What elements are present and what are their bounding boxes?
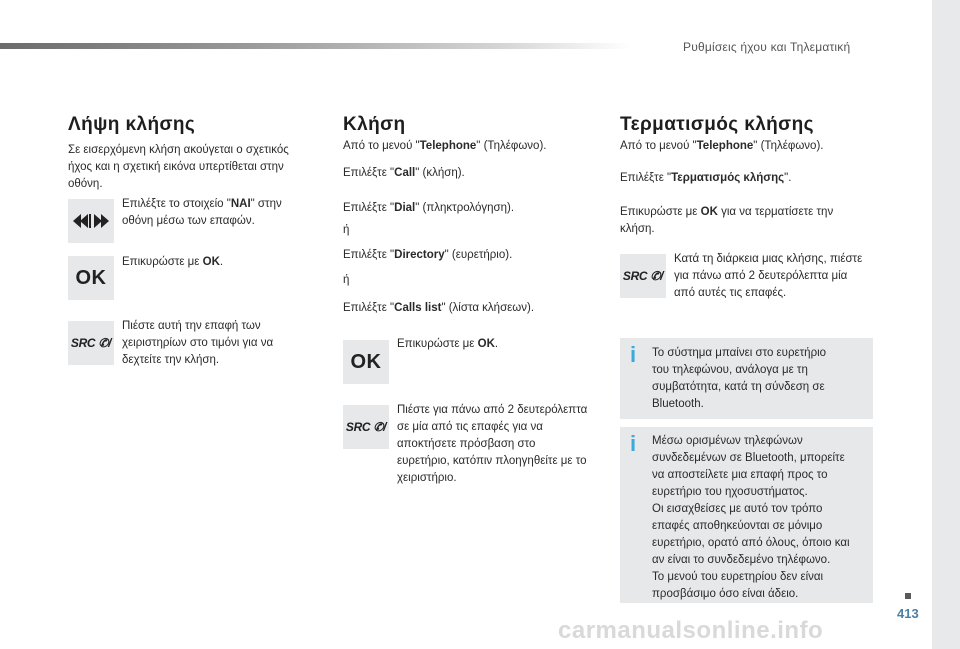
text-line: Bluetooth. (652, 398, 704, 410)
page-marker (905, 593, 911, 599)
right-margin-strip (932, 0, 960, 649)
receive-step-select (122, 196, 322, 230)
section-receive-call (68, 114, 318, 136)
call-line-or (343, 222, 383, 239)
text-line: Επικυρώστε με OK. (122, 256, 224, 268)
section-call (343, 114, 603, 136)
call-step-directory (397, 402, 607, 487)
text-line: Επικυρώστε με OK. (397, 338, 499, 350)
text-line: Το μενού του ευρετηρίου δεν είναι (652, 571, 824, 583)
text-line: δεχτείτε την κλήση. (122, 354, 220, 366)
call-line-directory (343, 247, 603, 264)
src-phone-icon: SRC ✆/ (343, 405, 389, 449)
end-call-line-select (620, 170, 880, 187)
text-line: Κατά τη διάρκεια μιας κλήσης, πιέστε (674, 253, 863, 265)
receive-step-confirm (122, 254, 322, 271)
text-line: αποκτήσετε πρόσβαση στο (397, 438, 536, 450)
end-call-line-menu (620, 138, 880, 155)
text-line: Από το μενού "Telephone" (Τηλέφωνο). (343, 140, 547, 152)
text-line: Επιλέξτε "Calls list" (λίστα κλήσεων). (343, 302, 535, 314)
header-gradient-bar (0, 43, 630, 49)
text-line: συνδεδεμένων σε Bluetooth, μπορείτε (652, 452, 845, 464)
text-line: Μέσω ορισμένων τηλεφώνων (652, 435, 803, 447)
text-line: αν είναι το συνδεδεμένο τηλέφωνο. (652, 554, 831, 566)
end-call-step-src (674, 251, 884, 302)
text-line: προσβάσιμο όσο είναι άδειο. (652, 588, 799, 600)
call-line-dial (343, 200, 603, 217)
text-line: ευρετήριο του ηχοσυστήματος. (652, 486, 808, 498)
ok-button-icon: OK (68, 256, 114, 300)
text-line: χειριστήριο. (397, 472, 457, 484)
end-call-line-confirm (620, 204, 880, 238)
text-line: από αυτές τις επαφές. (674, 287, 787, 299)
text-line: ευρετήριο, ορατό από όλους, όποιο και (652, 537, 850, 549)
text-line: οθόνη. (68, 178, 103, 190)
text-line: Το σύστημα μπαίνει στο ευρετήριο (652, 347, 827, 359)
receive-call-intro (68, 142, 318, 193)
text-line: του τηλεφώνου, ανάλογα με τη (652, 364, 808, 376)
src-phone-icon: SRC ✆/ (620, 254, 666, 298)
text-line: Οι εισαχθείσες με αυτό τον τρόπο (652, 503, 823, 515)
text-line: Επιλέξτε "Directory" (ευρετήριο). (343, 249, 513, 261)
section-title: Λήψη κλήσης (68, 114, 196, 135)
text-line: Επιλέξτε "Dial" (πληκτρολόγηση). (343, 202, 515, 214)
section-end-call (620, 114, 880, 136)
text-line: ήχος και η σχετική εικόνα υπερτίθεται στην (68, 161, 284, 173)
src-phone-icon: SRC ✆/ (68, 321, 114, 365)
text-line: για πάνω από 2 δευτερόλεπτα μία (674, 270, 848, 282)
text-line: οθόνη μέσω των επαφών. (122, 215, 255, 227)
text-line: ευρετήριο, κατόπιν πλοηγηθείτε με το (397, 455, 587, 467)
receive-step-accept (122, 318, 322, 369)
text-line: Πιέστε αυτή την επαφή των (122, 320, 261, 332)
text-line: να αποστείλετε μια επαφή προς το (652, 469, 828, 481)
call-step-confirm (397, 336, 607, 353)
info-icon: i (630, 431, 637, 456)
page-number: 413 (897, 606, 919, 621)
section-title: Τερματισμός κλήσης (620, 114, 814, 135)
text-line: χειριστηρίων στο τιμόνι για να (122, 337, 274, 349)
section-title: Κλήση (343, 114, 406, 135)
info-box-directory (620, 338, 873, 419)
text-line: σε μία από τις επαφές για να (397, 421, 543, 433)
text-line: κλήση. (620, 223, 655, 235)
page-header-title: Ρυθμίσεις ήχου και Τηλεματική (683, 40, 851, 54)
info-box-bluetooth-contacts (620, 427, 873, 603)
seek-buttons-icon (68, 199, 114, 243)
text-line: Επιλέξτε "Call" (κλήση). (343, 167, 465, 179)
text-line: Από το μενού "Telephone" (Τηλέφωνο). (620, 140, 824, 152)
call-line-or (343, 272, 383, 289)
call-line-call (343, 165, 603, 182)
call-line-calls-list (343, 300, 603, 317)
text-line: επαφές αποθηκεύονται σε μόνιμο (652, 520, 823, 532)
ok-button-icon: OK (343, 340, 389, 384)
text-line: ή (343, 224, 350, 236)
info-icon: i (630, 342, 637, 367)
text-line: Επιλέξτε "Τερματισμός κλήσης". (620, 172, 792, 184)
text-line: Επικυρώστε με OK για να τερματίσετε την (620, 206, 834, 218)
call-line-menu (343, 138, 603, 155)
text-line: ή (343, 274, 350, 286)
text-line: Επιλέξτε το στοιχείο "ΝΑΙ" στην (122, 198, 282, 210)
text-line: Πιέστε για πάνω από 2 δευτερόλεπτα (397, 404, 588, 416)
text-line: συμβατότητα, κατά τη σύνδεση σε (652, 381, 825, 393)
watermark: carmanualsonline.info (558, 617, 824, 644)
text-line: Σε εισερχόμενη κλήση ακούγεται ο σχετικός (68, 144, 289, 156)
